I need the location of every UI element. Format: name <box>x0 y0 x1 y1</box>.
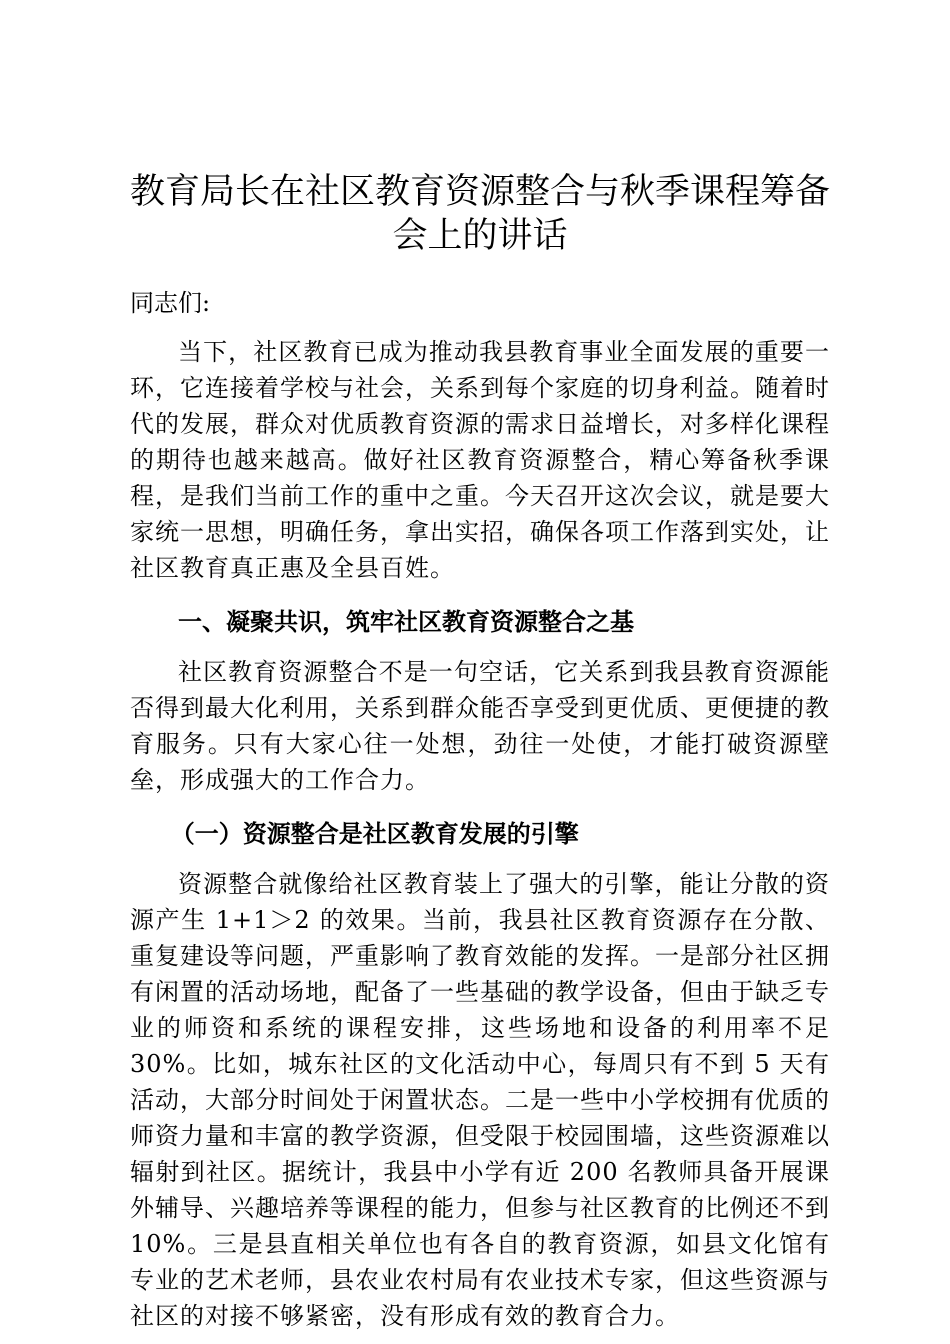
subsection-1-paragraph: 资源整合就像给社区教育装上了强大的引擎，能让分散的资源产生 1+1＞2 的效果。当前，我县社区教育资源存在分散、重复建设等问题，严重影响了教育效能的发挥。一是部分社区拥有闲置的活动场地，配备了一些基础的教学设备，但由于缺乏专业的师资和系统的课程安排，这些场地和设备的利用率不足 30%。比如，城东社区的文化活动中心，每周只有不到 5 天有活动，大部分时间处于闲置状态。二是一些中小学校拥有优质的师资力量和丰富的教学资源，但受限于校园围墙，这些资源难以辐射到社区。据统计，我县中小学有近 200 名教师具备开展课外辅导、兴趣培养等课程的能力，但参与社区教育的比例还不到 10%。三是县直相关单位也有各自的教育资源，如县文化馆有专业的艺术老师，县农业农村局有农业技术专家，但这些资源与社区的对接不够紧密，没有形成有效的教育合力。 <box>130 870 830 1330</box>
section-1-heading: 一、凝聚共识，筑牢社区教育资源整合之基 <box>178 608 634 636</box>
section-1-paragraph: 社区教育资源整合不是一句空话，它关系到我县教育资源能否得到最大化利用，关系到群众能否享受到更优质、更便捷的教育服务。只有大家心往一处想，劲往一处使，才能打破资源壁垒，形成强大的工作合力。 <box>130 658 830 794</box>
subsection-1-heading: （一）资源整合是社区教育发展的引擎 <box>170 820 579 848</box>
salutation: 同志们: <box>130 289 211 317</box>
document-page <box>130 170 830 1334</box>
document-title: 教育局长在社区教育资源整合与秋季课程筹备会上的讲话 <box>130 172 831 256</box>
intro-paragraph: 当下，社区教育已成为推动我县教育事业全面发展的重要一环，它连接着学校与社会，关系到每个家庭的切身利益。随着时代的发展，群众对优质教育资源的需求日益增长，对多样化课程的期待也越来越高。做好社区教育资源整合，精心筹备秋季课程，是我们当前工作的重中之重。今天召开这次会议，就是要大家统一思想，明确任务，拿出实招，确保各项工作落到实处，让社区教育真正惠及全县百姓。 <box>130 338 830 582</box>
